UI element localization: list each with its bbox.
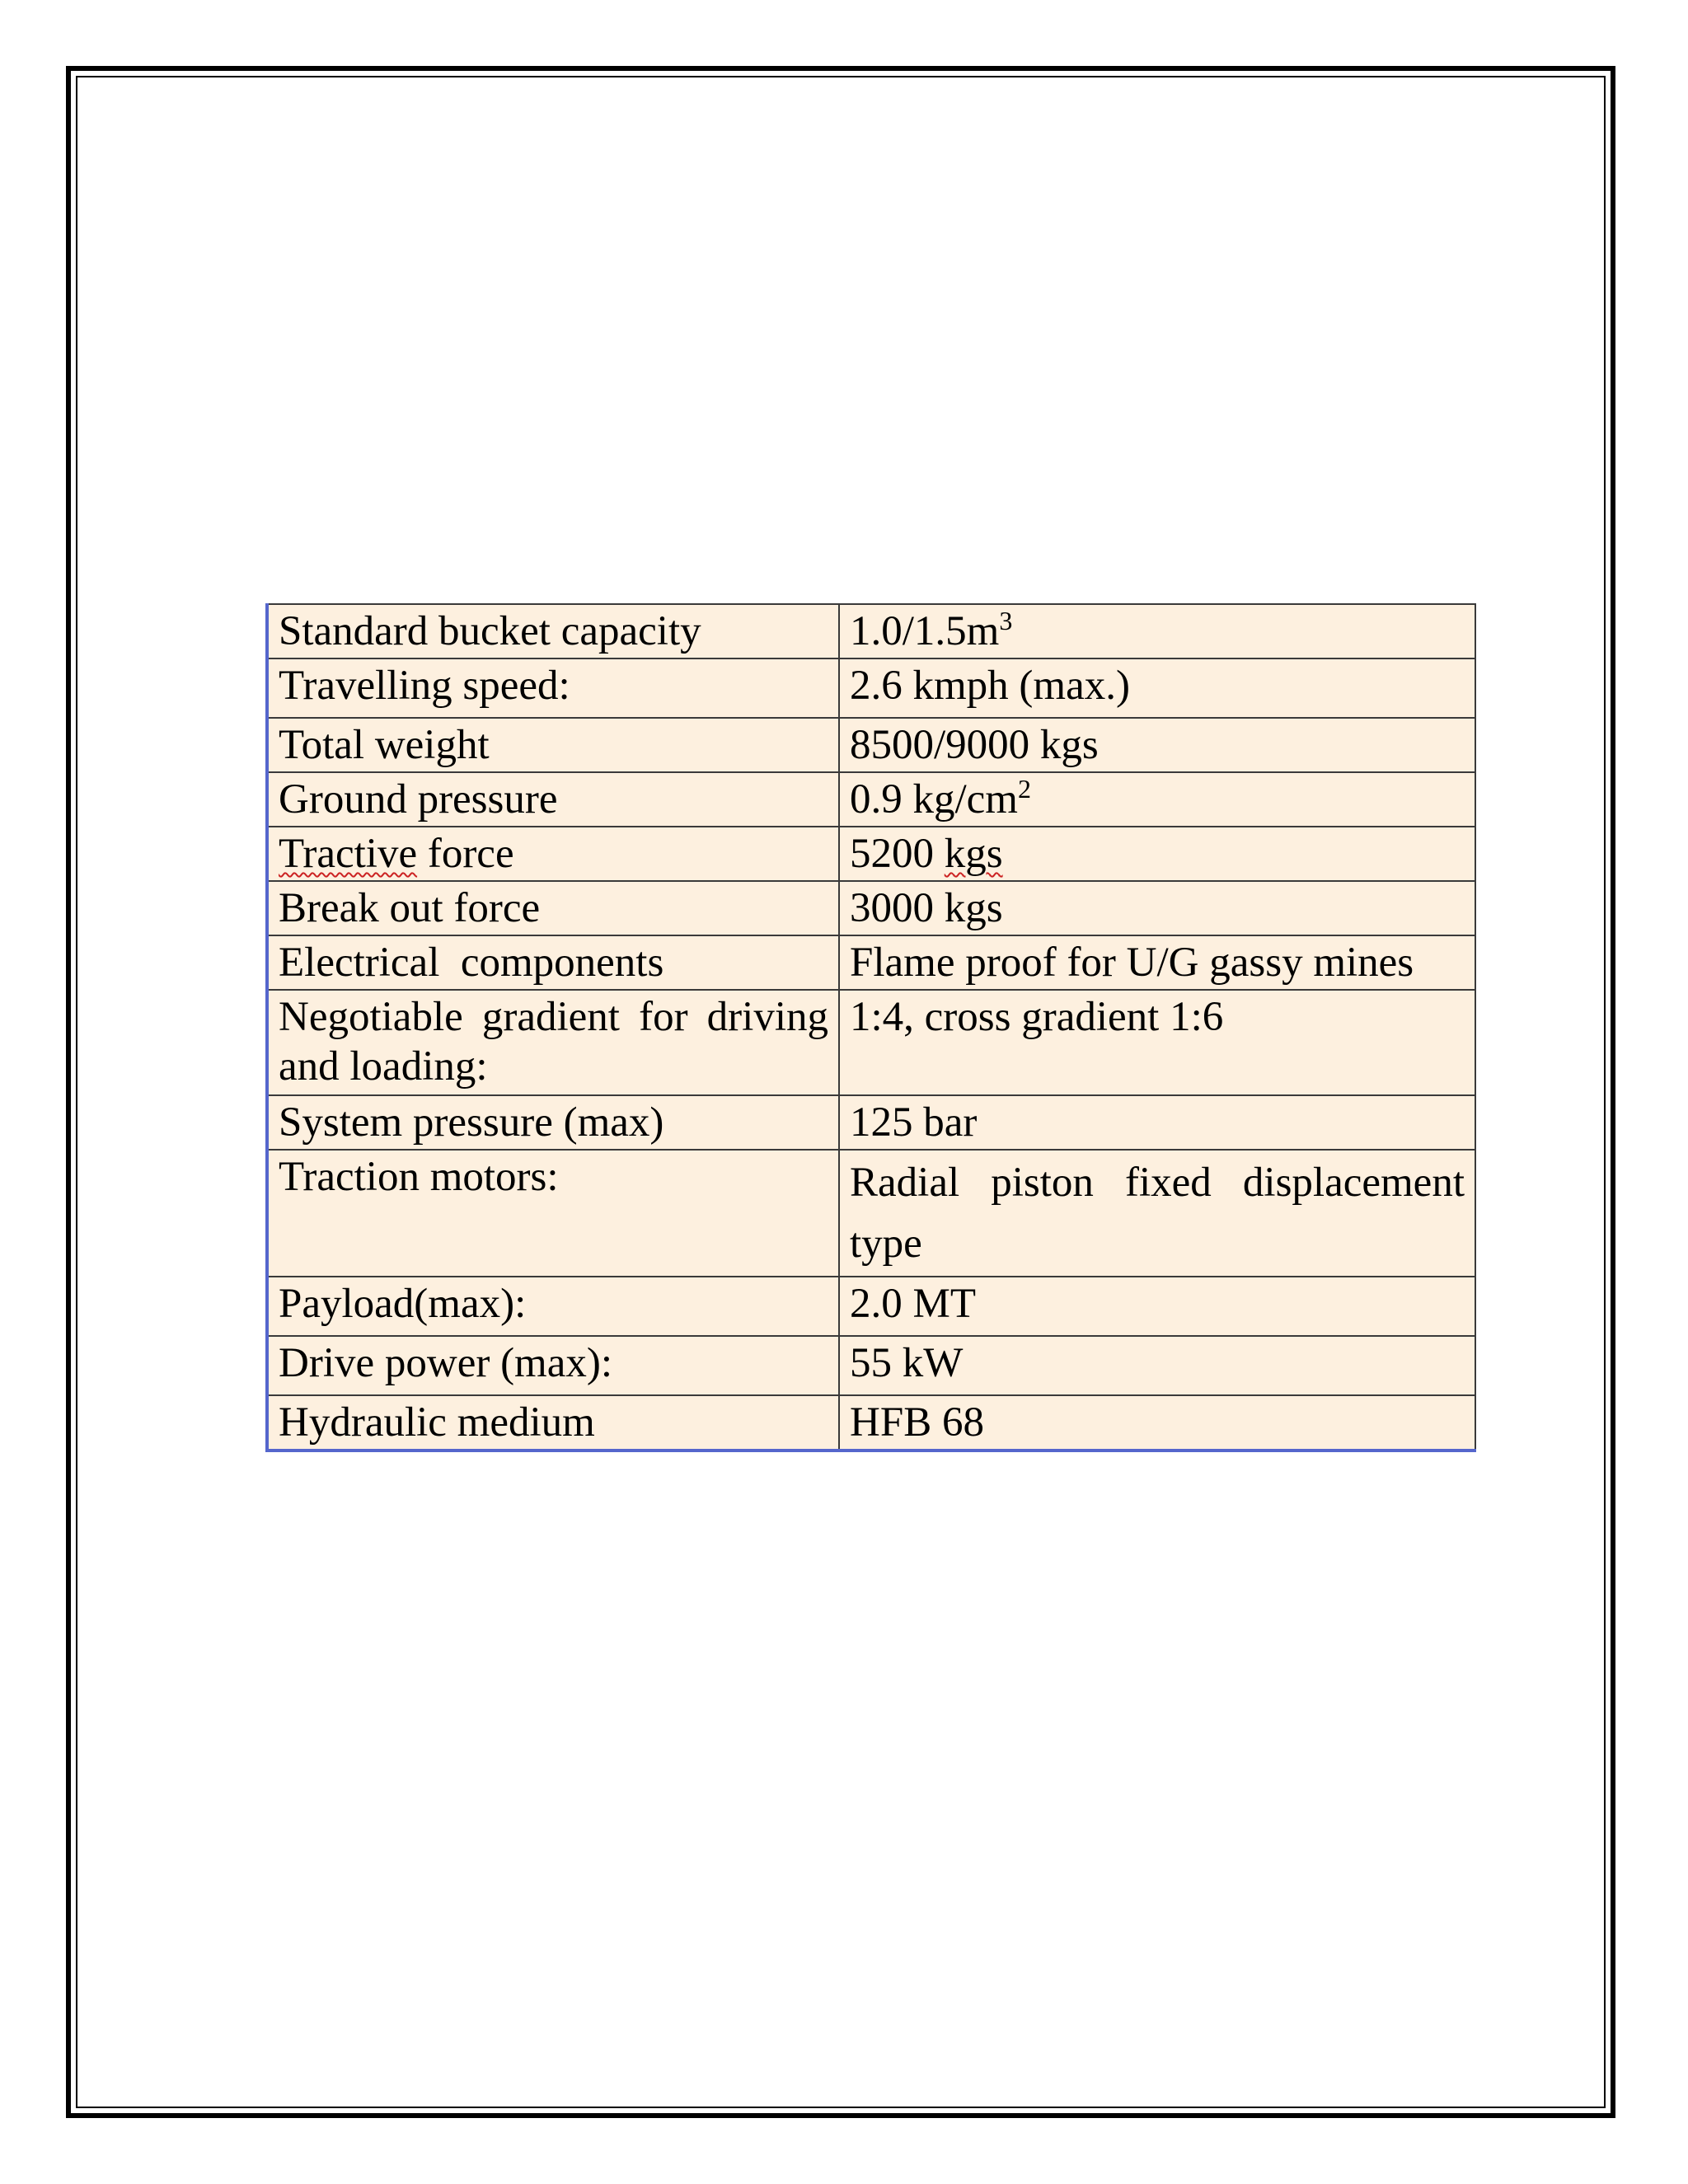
table-row (267, 1336, 1475, 1395)
table-row (267, 772, 1475, 827)
table-row (267, 935, 1475, 990)
specification-table (265, 603, 1476, 1452)
spec-label: Standard bucket capacity (267, 604, 839, 658)
spec-label: Electrical components (267, 935, 839, 990)
spec-value-superscript: 3 (999, 606, 1013, 635)
spec-value: $1.0/1.5m^3$ (839, 604, 1475, 658)
spec-label: Travelling speed: (267, 658, 839, 718)
spec-label: Tractive force (267, 827, 839, 881)
spec-value: Flame proof for U/G gassy mines (839, 935, 1475, 990)
spec-value: 2.0 MT (839, 1277, 1475, 1336)
spec-label: System pressure (max) (267, 1095, 839, 1150)
spec-value: HFB 68 (839, 1395, 1475, 1451)
table-row (267, 1277, 1475, 1336)
spec-label: Break out force (267, 881, 839, 935)
spec-label: Negotiable gradient for driving and loading: (267, 990, 839, 1095)
spec-value: 2.6 kmph (max.) (839, 658, 1475, 718)
spec-value: 125 bar (839, 1095, 1475, 1150)
table-row (267, 718, 1475, 772)
table-row (267, 604, 1475, 658)
spec-label: Traction motors: (267, 1150, 839, 1277)
spec-value: 0.9 $kg/cm^2$ (839, 772, 1475, 827)
table-row (267, 658, 1475, 718)
table-row (267, 881, 1475, 935)
table-row (267, 1095, 1475, 1150)
spellcheck-word: Tractive (279, 831, 418, 877)
spec-value: 55 kW (839, 1336, 1475, 1395)
table-row (267, 1150, 1475, 1277)
spec-value: 3000 kgs (839, 881, 1475, 935)
spec-value: 8500/9000 kgs (839, 718, 1475, 772)
spec-label: Drive power (max): (267, 1336, 839, 1395)
spec-label: Payload(max): (267, 1277, 839, 1336)
table-row (267, 1395, 1475, 1451)
spec-value-superscript: 2 (1017, 774, 1031, 804)
table-row (267, 990, 1475, 1095)
spec-label: Hydraulic medium (267, 1395, 839, 1451)
spec-label: Total weight (267, 718, 839, 772)
spec-label: Ground pressure (267, 772, 839, 827)
spec-value: Radial piston fixed displacement type (839, 1150, 1475, 1277)
table-row (267, 827, 1475, 881)
spec-value: 5200 kgs (839, 827, 1475, 881)
spellcheck-word: kgs (944, 831, 1003, 877)
spec-value: 1:4, cross gradient 1:6 (839, 990, 1475, 1095)
